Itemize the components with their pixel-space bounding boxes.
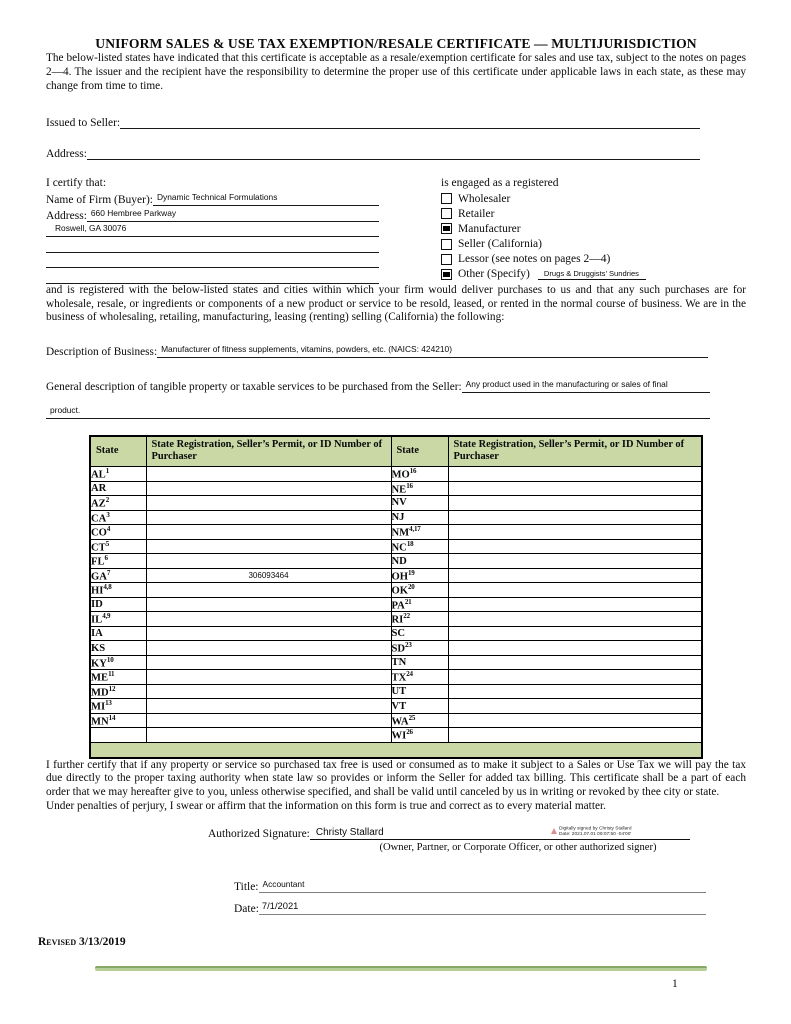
signature-caption: (Owner, Partner, or Corporate Officer, or other authorized signer): [379, 841, 657, 853]
state-column-header-2: State: [391, 436, 448, 466]
registration-number-cell[interactable]: [146, 496, 391, 511]
state-table-row: [90, 568, 702, 583]
state-table-row: [90, 655, 702, 670]
checkbox-label: Other (Specify): [458, 268, 530, 281]
firm-name-value: Dynamic Technical Formulations: [157, 191, 278, 202]
registration-number-cell[interactable]: [448, 525, 702, 540]
state-cell: TX$^{24}$: [391, 670, 448, 685]
registration-number-cell[interactable]: [146, 627, 391, 641]
state-table-row: [90, 496, 702, 511]
registration-number-cell[interactable]: [146, 684, 391, 699]
registered-option: [441, 193, 746, 205]
state-cell: MD$^{12}$: [90, 684, 146, 699]
registration-column-header: State Registration, Seller’s Permit, or ID Number of Purchaser: [146, 436, 391, 466]
state-cell: NV: [391, 496, 448, 511]
registration-number-cell[interactable]: [448, 627, 702, 641]
digital-signature-stamp-text: [559, 826, 632, 837]
state-table-row: [90, 583, 702, 598]
state-cell: IA: [90, 627, 146, 641]
seller-address-label: Address:: [46, 148, 87, 161]
registration-number-cell[interactable]: [146, 670, 391, 685]
registered-options-list: [441, 193, 746, 281]
authorized-signature-row: [208, 825, 690, 840]
revised-date: 3/13/2019: [78, 936, 126, 948]
state-cell: OH$^{19}$: [391, 568, 448, 583]
registered-option: [441, 208, 746, 220]
firm-name-label: Name of Firm (Buyer):: [46, 193, 153, 206]
intro-paragraph: The below-listed states have indicated that this certificate is acceptable as a resale/exemption certificate for sales and use tax, subject to the notes on pages 2—4. The issuer and the recipient have the responsibility to determine the proper use of this certificate under applicable laws in each state, as these may change from time to time.: [46, 52, 746, 92]
registration-number-cell[interactable]: [448, 481, 702, 496]
state-column-header: State: [90, 436, 146, 466]
issued-to-seller-row: [46, 116, 700, 129]
revised-date-note: [38, 936, 126, 948]
registration-number-cell[interactable]: [146, 699, 391, 714]
state-cell: ID: [90, 597, 146, 612]
further-certify-paragraph: I further certify that if any property or service so purchased tax free is used or consumed as to make it subject to a Sales or Use Tax we will pay the tax due directly to the proper taxing authority when state law so provides or inform the Seller for added tax billing. This certificate shall be a part of each order that we may hereafter give to you, unless otherwise specified, and shall be valid until canceled by us in writing or revoked by thee city or state.: [46, 758, 746, 799]
state-cell: $CA^3$: [90, 510, 146, 525]
state-cell: NJ: [391, 510, 448, 525]
state-table-row: [90, 713, 702, 728]
registration-number-cell[interactable]: [146, 467, 391, 482]
registration-number-cell[interactable]: [448, 699, 702, 714]
registration-number-cell[interactable]: [448, 684, 702, 699]
page-number: 1: [672, 978, 678, 990]
perjury-statement: Under penalties of perjury, I swear or affirm that the information on this form is true and correct as to every material matter.: [46, 799, 606, 812]
checkbox[interactable]: [441, 269, 452, 280]
state-table-row: [90, 510, 702, 525]
checkbox[interactable]: [441, 239, 452, 250]
state-cell: $GA^7$: [90, 568, 146, 583]
registration-number-cell[interactable]: [448, 612, 702, 627]
registration-number-cell[interactable]: [448, 713, 702, 728]
general-description-field-2[interactable]: [46, 400, 710, 419]
registration-number-cell[interactable]: [146, 728, 391, 743]
buyer-extra-field-3[interactable]: [46, 271, 379, 284]
issued-to-seller-label: Issued to Seller:: [46, 117, 121, 130]
state-cell: VT: [391, 699, 448, 714]
state-cell: $AL^1$: [90, 467, 146, 482]
buyer-city-value: Roswell, GA 30076: [55, 223, 127, 234]
registration-number-cell[interactable]: 306093464: [146, 568, 391, 583]
state-cell: SC: [391, 627, 448, 641]
state-cell: MI$^{13}$: [90, 699, 146, 714]
registration-number-cell[interactable]: [448, 670, 702, 685]
registered-option: [441, 238, 746, 250]
buyer-info-section: [46, 177, 379, 284]
state-table-row: [90, 728, 702, 743]
state-cell: WI$^{26}$: [391, 728, 448, 743]
stamp-line-1: Digitally signed by Christy Stallard: [559, 825, 632, 831]
checkbox[interactable]: [441, 193, 452, 204]
state-cell: OK$^{20}$: [391, 583, 448, 598]
state-cell: $AZ^2$: [90, 496, 146, 511]
registration-number-cell[interactable]: [448, 568, 702, 583]
state-table-row: [90, 554, 702, 569]
state-registration-table: [89, 435, 703, 758]
description-of-business-field[interactable]: [157, 339, 708, 358]
state-cell: KS: [90, 641, 146, 656]
general-description-row-2: [46, 400, 710, 419]
buyer-address-value: 660 Hembree Parkway: [90, 207, 177, 218]
registration-number-cell[interactable]: [146, 554, 391, 569]
state-cell: NC$^{18}$: [391, 539, 448, 554]
buyer-city-field[interactable]: [46, 218, 379, 237]
registration-number-cell[interactable]: [448, 467, 702, 482]
footer-divider-bar: [95, 966, 707, 971]
registration-number-cell[interactable]: [448, 728, 702, 743]
buyer-extra-field-2[interactable]: [46, 255, 379, 268]
registration-column-header-2: State Registration, Seller’s Permit, or ID Number of Purchaser: [448, 436, 702, 466]
title-value: Accountant: [262, 878, 305, 889]
state-cell: WA$^{25}$: [391, 713, 448, 728]
registration-number-cell[interactable]: [146, 525, 391, 540]
title-field[interactable]: [259, 874, 706, 893]
seller-address-field[interactable]: [87, 147, 700, 160]
registered-option: [441, 253, 746, 265]
checkbox-label: Seller (California): [458, 238, 542, 251]
state-cell: MN$^{14}$: [90, 713, 146, 728]
registration-number-cell[interactable]: [448, 583, 702, 598]
registration-number-cell[interactable]: [146, 583, 391, 598]
state-cell: [90, 728, 146, 743]
table-footer-band: [90, 743, 702, 758]
registration-number-cell[interactable]: [146, 539, 391, 554]
state-cell: $CT^5$: [90, 539, 146, 554]
certify-heading: I certify that:: [46, 177, 107, 190]
registration-number-cell[interactable]: [146, 612, 391, 627]
date-row: [234, 896, 706, 915]
revised-label: Revised: [38, 936, 77, 948]
date-field[interactable]: [259, 896, 706, 915]
state-table-row: [90, 641, 702, 656]
checkbox[interactable]: [441, 254, 452, 265]
state-cell: UT: [391, 684, 448, 699]
date-value: 7/1/2021: [261, 899, 299, 911]
state-cell: HI$^{4,8}$: [90, 583, 146, 598]
checkbox[interactable]: [441, 223, 452, 234]
registration-number-cell[interactable]: [448, 655, 702, 670]
buyer-extra-row-1: [46, 237, 379, 253]
general-description-label: General description of tangible property or taxable services to be purchased from the Seller:: [46, 381, 462, 394]
title-label: Title:: [234, 880, 259, 893]
state-table-row: [90, 525, 702, 540]
date-label: Date:: [234, 902, 259, 915]
state-cell: KY$^{10}$: [90, 655, 146, 670]
registered-as-section: [441, 177, 746, 284]
buyer-extra-field-1[interactable]: [46, 240, 379, 253]
registration-number-cell[interactable]: [448, 510, 702, 525]
registration-number-cell[interactable]: [146, 641, 391, 656]
seller-address-row: [46, 147, 700, 160]
signature-name-value: Christy Stallard: [315, 826, 384, 838]
stamp-line-2: Date: 2021.07.01 09:07:50 -04'00': [559, 831, 632, 837]
buyer-extra-row-2: [46, 253, 379, 269]
digital-signature-seal-icon: [551, 828, 557, 834]
registration-number-cell[interactable]: [448, 539, 702, 554]
registration-number-cell[interactable]: [146, 713, 391, 728]
registered-option: [441, 223, 746, 235]
registration-number-cell[interactable]: [448, 554, 702, 569]
registration-paragraph: and is registered with the below-listed states and cities within which your firm would deliver purchases to us and that any such purchases are for wholesale, resale, or ingredients or components of a new product or service to be resold, leased, or rented in the normal course of business. We are in the business of wholesaling, retailing, manufacturing, leasing (renting) selling (California) the following:: [46, 283, 746, 324]
state-table-row: [90, 597, 702, 612]
state-cell: AR: [90, 481, 146, 496]
state-table-row: [90, 670, 702, 685]
state-table-row: [90, 467, 702, 482]
registration-number-cell[interactable]: [146, 510, 391, 525]
state-table-row: [90, 612, 702, 627]
buyer-city-row: [46, 222, 379, 238]
state-table-row: [90, 481, 702, 496]
description-of-business-label: Description of Business:: [46, 346, 158, 359]
state-cell: TN: [391, 655, 448, 670]
other-specify-value[interactable]: Drugs & Druggists’ Sundries: [538, 269, 646, 280]
buyer-extra-row-3: [46, 268, 379, 284]
state-cell: ME$^{11}$: [90, 670, 146, 685]
general-description-value-line1: Any product used in the manufacturing or sales of final: [465, 379, 668, 390]
checkbox-label: Lessor (see notes on pages 2—4): [458, 253, 611, 266]
general-description-row: [46, 374, 710, 393]
table-header-row: [90, 436, 702, 466]
state-cell: NE$^{16}$: [391, 481, 448, 496]
buyer-address-label: Address:: [46, 209, 87, 222]
registration-number-cell[interactable]: [146, 481, 391, 496]
general-description-value-line2: product.: [50, 405, 81, 416]
form-title: UNIFORM SALES & USE TAX EXEMPTION/RESALE CERTIFICATE — MULTIJURISDICTION: [95, 36, 697, 51]
table-footer-band-row: [90, 743, 702, 758]
state-table-row: [90, 699, 702, 714]
description-of-business-value: Manufacturer of fitness supplements, vitamins, powders, etc. (NAICS: 424210): [161, 344, 453, 355]
registration-number-cell[interactable]: [448, 496, 702, 511]
checkbox-label: Retailer: [458, 207, 495, 220]
registration-number-cell[interactable]: [146, 655, 391, 670]
state-cell: IL$^{4,9}$: [90, 612, 146, 627]
state-table-row: [90, 684, 702, 699]
state-cell: ND: [391, 554, 448, 569]
description-of-business-row: [46, 339, 708, 358]
title-row: [234, 874, 706, 893]
state-cell: PA$^{21}$: [391, 597, 448, 612]
registered-option: [441, 268, 746, 280]
digital-signature-stamp: [551, 825, 650, 838]
state-cell: $FL^6$: [90, 554, 146, 569]
registration-number-cell[interactable]: [448, 641, 702, 656]
state-cell: SD$^{23}$: [391, 641, 448, 656]
authorized-signature-label: Authorized Signature:: [208, 827, 310, 840]
state-table-row: [90, 539, 702, 554]
checkbox[interactable]: [441, 208, 452, 219]
general-description-field[interactable]: [462, 374, 710, 393]
registration-number-cell[interactable]: [146, 597, 391, 612]
registered-heading: is engaged as a registered: [441, 177, 559, 190]
registration-number-cell[interactable]: [448, 597, 702, 612]
issued-to-seller-field[interactable]: [120, 116, 700, 129]
state-table-row: [90, 627, 702, 641]
state-cell: RI$^{22}$: [391, 612, 448, 627]
authorized-signature-field[interactable]: [310, 825, 690, 840]
state-cell: NM$^{4,17}$: [391, 525, 448, 540]
state-cell: MO$^{16}$: [391, 467, 448, 482]
state-cell: $CO^4$: [90, 525, 146, 540]
checkbox-label: Wholesaler: [458, 192, 511, 205]
checkbox-label: Manufacturer: [458, 222, 521, 235]
